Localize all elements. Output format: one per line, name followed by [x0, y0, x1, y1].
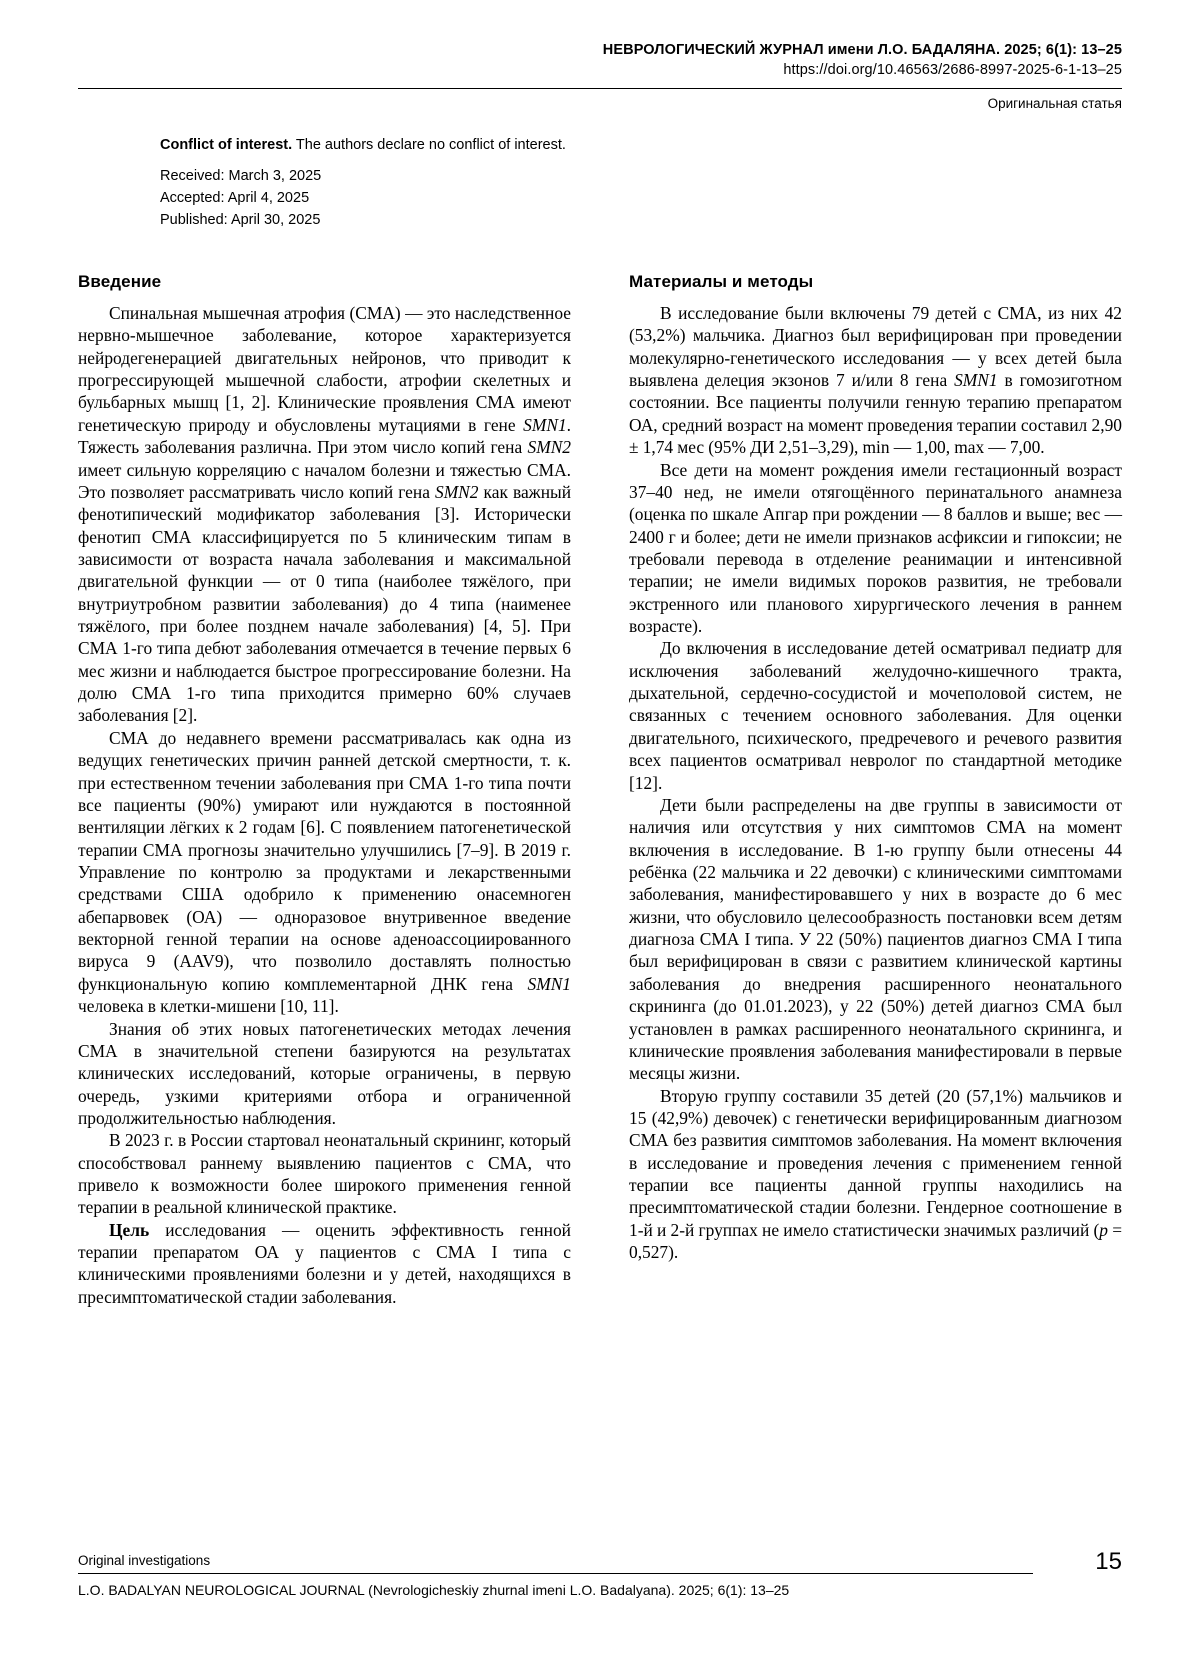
doi-line: https://doi.org/10.46563/2686-8997-2025-6-1-13–25 [783, 62, 1122, 78]
conflict-of-interest-text: The authors declare no conflict of interest. [292, 137, 566, 153]
journal-citation-line: НЕВРОЛОГИЧЕСКИЙ ЖУРНАЛ имени Л.О. БАДАЛЯНА. 2025; 6(1): 13–25 [602, 42, 1122, 58]
paragraph-goal: Цель исследования — оценить эффективность генной терапии препаратом ОА у пациентов с СМА I типа с клиническими проявлениями болезни и у детей, находящихся в пресимптоматической стадии заболевания. [78, 1219, 571, 1307]
article-type-label: Оригинальная статья [987, 96, 1122, 111]
publication-dates [160, 166, 860, 231]
published-date: Published: April 30, 2025 [160, 212, 321, 229]
section-title-introduction: Введение [78, 272, 162, 291]
page-header [78, 42, 1122, 111]
left-column [78, 272, 571, 1308]
paragraph: Дети были распределены на две группы в зависимости от наличия или отсутствия у них симптомов СМА на момент включения в исследование. В 1-ю группу были отнесены 44 ребёнка (22 мальчика и 22 девочки) с клиническими симптомами заболевания, манифестировавшего у них в возрасте до 6 мес жизни, что обусловило целесообразность постановки всем детям диагноза СМА I типа. У 22 (50%) пациентов диагноз СМА I типа был верифицирован в связи с развитием клинической картины заболевания до внедрения расширенного неонатального скрининга (до 01.01.2023), у 22 (50%) детей диагноз СМА был установлен в рамках расширенного неонатального скрининга, и клинические проявления заболевания манифестировали в первые месяцы жизни. [629, 794, 1122, 1084]
paragraph: До включения в исследование детей осматривал педиатр для исключения заболеваний желудочно-кишечного тракта, дыхательной, сердечно-сосудистой и мочеполовой систем, не связанных с течением основного заболевания. Для оценки двигательного, психического, предречевого и речевого развития всех пациентов осматривал невролог по стандартной методике [12]. [629, 638, 1122, 793]
footer-journal-citation: L.O. BADALYAN NEUROLOGICAL JOURNAL (Nevrologicheskiy zhurnal imeni L.O. Badalyana). 2025; 6(1): 13–25 [78, 1582, 790, 1598]
conflict-of-interest-label: Conflict of interest. [160, 137, 293, 153]
footer-divider [78, 1573, 1033, 1574]
received-date: Received: March 3, 2025 [160, 168, 322, 185]
page-footer [78, 1548, 1122, 1598]
right-column [629, 272, 1122, 1308]
paragraph: Все дети на момент рождения имели гестационный возраст 37–40 нед, не имели отягощённого перинатального анамнеза (оценка по шкале Апгар при рождении — 8 баллов и выше; вес — 2400 г и более; дети не имели признаков асфиксии и гипоксии; не требовали перевода в отделение реанимации и интенсивной терапии; не имели видимых пороков развития, не требовали экстренного или планового хирургического лечения в раннем возрасте). [629, 459, 1122, 637]
header-divider [78, 88, 1122, 89]
accepted-date: Accepted: April 4, 2025 [160, 190, 310, 207]
paragraph: Спинальная мышечная атрофия (СМА) — это наследственное нервно-мышечное заболевание, которое характеризуется нейродегенерацией двигательных нейронов, что приводит к прогрессирующей мышечной слабости, атрофии скелетных и бульбарных мышц [1, 2]. Клинические проявления СМА имеют генетическую природу и обусловлены мутациями в гене SMN1. Тяжесть заболевания различна. При этом число копий гена SMN2 имеет сильную корреляцию с началом болезни и тяжестью СМА. Это позволяет рассматривать число копий гена SMN2 как важный фенотипический модификатор заболевания [3]. Исторически фенотип СМА классифицируется по 5 клиническим типам в зависимости от возраста начала заболевания и максимальной двигательной функции — от 0 типа (наиболее тяжёлого, при внутриутробном развитии заболевания) до 4 типа (наименее тяжёлого, при более позднем начале заболевания) [4, 5]. При СМА 1-го типа дебют заболевания отмечается в течение первых 6 мес жизни и наблюдается быстрое прогрессирование болезни. На долю СМА 1-го типа приходится примерно 60% случаев заболевания [2]. [78, 303, 571, 726]
front-matter [160, 135, 860, 232]
conflict-of-interest [160, 135, 860, 156]
paragraph: Вторую группу составили 35 детей (20 (57,1%) мальчиков и 15 (42,9%) девочек) с генетически верифицированным диагнозом СМА без развития симптомов заболевания. На момент включения в исследование и проведения лечения с применением генной терапии все пациенты данной группы находились на пресимптоматической стадии болезни. Гендерное соотношение в 1-й и 2-й группах не имело статистически значимых различий (p = 0,527). [629, 1085, 1122, 1263]
section-title-materials-and-methods: Материалы и методы [629, 272, 814, 291]
body-columns [78, 272, 1122, 1308]
paragraph: Знания об этих новых патогенетических методах лечения СМА в значительной степени базируются на результатах клинических исследований, которые ограничены, в первую очередь, узкими критериями отбора и ограниченной продолжительностью наблюдения. [78, 1018, 571, 1128]
footer-section-label: Original investigations [78, 1553, 211, 1568]
paragraph: В исследование были включены 79 детей с СМА, из них 42 (53,2%) мальчика. Диагноз был верифицирован при проведении молекулярно-генетического исследования — у всех детей была выявлена делеция экзонов 7 и/или 8 гена SMN1 в гомозиготном состоянии. Все пациенты получили генную терапию препаратом ОА, средний возраст на момент проведения терапии составил 2,90 ± 1,74 мес (95% ДИ 2,51–3,29), min — 1,00, max — 7,00. [629, 303, 1122, 458]
paragraph: СМА до недавнего времени рассматривалась как одна из ведущих генетических причин ранней детской смертности, т. к. при естественном течении заболевания при СМА 1-го типа почти все пациенты (90%) умирают или нуждаются в постоянной вентиляции лёгких к 2 годам [6]. С появлением патогенетической терапии СМА прогнозы значительно улучшились [7–9]. В 2019 г. Управление по контролю за продуктами и лекарственными средствами США одобрило к применению онасемноген абепарвовек (ОА) — одноразовое внутривенное введение векторной генной терапии на основе аденоассоциированного вируса 9 (AAV9), что позволило доставлять полностью функциональную копию комплементарной ДНК гена SMN1 человека в клетки-мишени [10, 11]. [78, 727, 571, 1017]
page-number: 15 [1095, 1548, 1122, 1575]
paragraph: В 2023 г. в России стартовал неонатальный скрининг, который способствовал раннему выявлению пациентов с СМА, что привело к возможности более широкого применения генной терапии в реальной клинической практике. [78, 1130, 571, 1218]
